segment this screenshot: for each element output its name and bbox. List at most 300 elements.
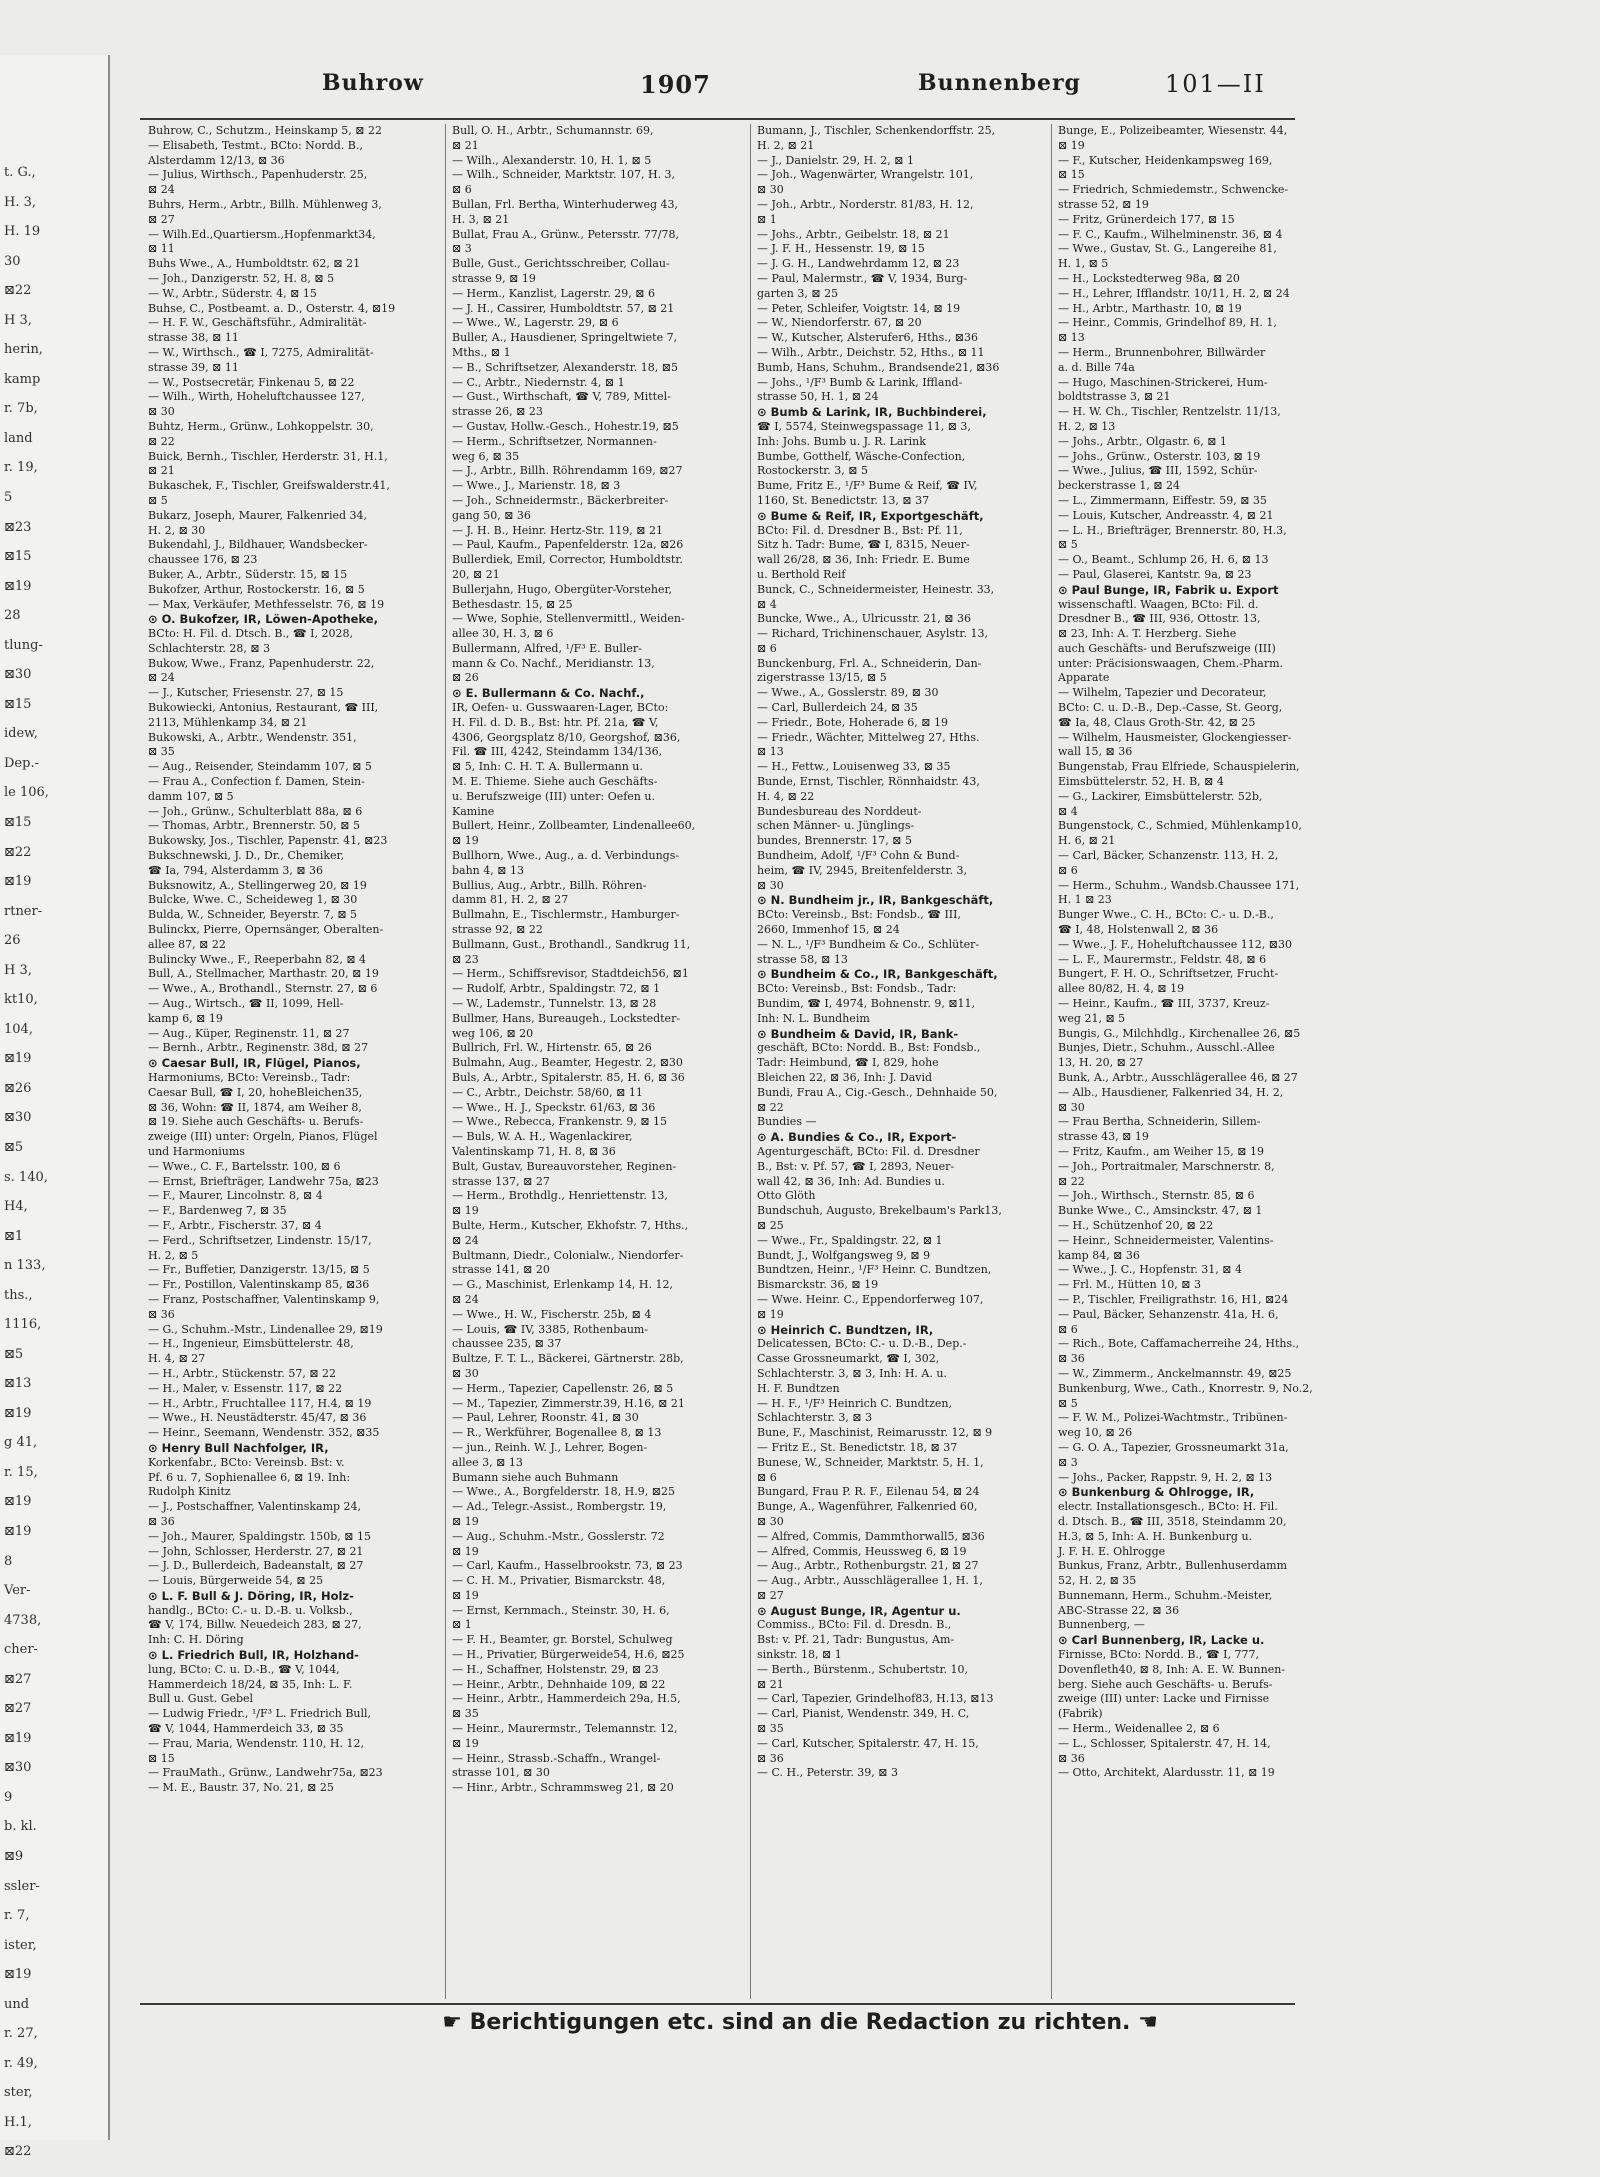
- directory-entry: — Alb., Hausdiener, Falkenried 34, H. 2,: [1058, 1085, 1284, 1099]
- directory-entry: — Paul, Kaufm., Papenfelderstr. 12a, ⊠26: [452, 538, 684, 552]
- directory-entry: ⊠ 24: [452, 1292, 479, 1306]
- directory-entry: — F. H., Beamter, gr. Borstel, Schulweg: [452, 1633, 673, 1647]
- directory-entry: H. 2, ⊠ 21: [757, 138, 815, 152]
- directory-entry: d. Dtsch. B., ☎ III, 3518, Steindamm 20,: [1058, 1514, 1287, 1528]
- directory-entry: — Heinr., Seemann, Wendenstr. 352, ⊠35: [148, 1426, 380, 1440]
- directory-entry: H. 4, ⊠ 27: [148, 1352, 206, 1366]
- margin-fragment: H.1,: [4, 2114, 32, 2130]
- directory-entry: Bunke Wwe., C., Amsinckstr. 47, ⊠ 1: [1058, 1204, 1263, 1218]
- pointing-hand-right-icon: ☛: [442, 2010, 462, 2035]
- directory-entry: — Ad., Telegr.-Assist., Rombergstr. 19,: [452, 1500, 667, 1514]
- directory-entry: Bunge, A., Wagenführer, Falkenried 60,: [757, 1500, 978, 1514]
- directory-entry: — H. F. W., Geschäftsführ., Admiralität-: [148, 316, 367, 330]
- directory-entry: — Heinr., Schneidermeister, Valentins-: [1058, 1233, 1274, 1247]
- directory-entry: Buhrow, C., Schutzm., Heinskamp 5, ⊠ 22: [148, 124, 382, 137]
- directory-entry: Rostockerstr. 3, ⊠ 5: [757, 464, 868, 478]
- directory-entry: — F., Arbtr., Fischerstr. 37, ⊠ 4: [148, 1218, 322, 1232]
- directory-entry: boldtstrasse 3, ⊠ 21: [1058, 390, 1171, 404]
- directory-entry: — B., Schriftsetzer, Alexanderstr. 18, ⊠5: [452, 360, 678, 374]
- directory-entry: — Rich., Bote, Caffamacherreihe 24, Hths.,: [1058, 1337, 1300, 1351]
- directory-entry: — C., Arbtr., Niedernstr. 4, ⊠ 1: [452, 375, 625, 389]
- directory-entry: Buller, A., Hausdiener, Springeltwiete 7,: [452, 331, 678, 345]
- directory-entry: ⊠ 22: [1058, 1174, 1085, 1188]
- directory-entry: — Friedr., Wächter, Mittelweg 27, Hths.: [757, 730, 980, 744]
- directory-entry: Bullerdiek, Emil, Corrector, Humboldtstr.: [452, 553, 683, 567]
- directory-entry: — Joh., Maurer, Spaldingstr. 150b, ⊠ 15: [148, 1529, 372, 1543]
- directory-entry: — Herm., Kanzlist, Lagerstr. 29, ⊠ 6: [452, 286, 656, 300]
- directory-entry: Buhrs, Herm., Arbtr., Billh. Mühlenweg 3,: [148, 197, 382, 211]
- margin-fragment: 9: [4, 1789, 13, 1805]
- directory-entry: bundes, Brennerstr. 17, ⊠ 5: [757, 834, 912, 848]
- directory-entry: — Wwe., A., Brothandl., Sternstr. 27, ⊠ 6: [148, 982, 378, 996]
- directory-entry: Buhtz, Herm., Grünw., Lohkoppelstr. 30,: [148, 419, 374, 433]
- directory-entry: — Wwe., A., Borgfelderstr. 18, H.9, ⊠25: [452, 1485, 675, 1499]
- header-rule: [140, 118, 1295, 120]
- directory-entry: ⊠ 36, Wohn: ☎ II, 1874, am Weiher 8,: [148, 1100, 362, 1114]
- directory-entry: Korkenfabr., BCto: Vereinsb. Bst: v.: [148, 1455, 345, 1469]
- directory-entry: Bullan, Frl. Bertha, Winterhuderweg 43,: [452, 197, 678, 211]
- margin-fragment: r. 7,: [4, 1908, 30, 1924]
- directory-entry: Bullhorn, Wwe., Aug., a. d. Verbindungs-: [452, 849, 680, 863]
- directory-entry: Bullmer, Hans, Bureaugeh., Lockstedter-: [452, 1011, 681, 1025]
- directory-entry: — Johs., Grünw., Osterstr. 103, ⊠ 19: [1058, 449, 1261, 463]
- directory-entry: Bulle, Gust., Gerichtsschreiber, Collau-: [452, 257, 670, 271]
- margin-fragment: b. kl.: [4, 1819, 37, 1835]
- directory-entry: 13, H. 20, ⊠ 27: [1058, 1056, 1144, 1070]
- directory-entry: — Hinr., Arbtr., Schrammsweg 21, ⊠ 20: [452, 1781, 674, 1795]
- margin-fragment: ⊠22: [4, 283, 32, 299]
- margin-fragment: ⊠27: [4, 1701, 32, 1717]
- directory-entry: u. Berufszweige (III) unter: Oefen u.: [452, 789, 655, 803]
- directory-entry: Sitz h. Tadr: Bume, ☎ I, 8315, Neuer-: [757, 538, 970, 552]
- directory-entry: — J. H., Cassirer, Humboldtstr. 57, ⊠ 21: [452, 301, 675, 315]
- directory-entry: ⊠ 5: [1058, 1396, 1078, 1410]
- directory-entry: — Wwe., H. W., Fischerstr. 25b, ⊠ 4: [452, 1307, 652, 1321]
- directory-entry: — Carl, Pianist, Wendenstr. 349, H. C,: [757, 1707, 970, 1721]
- margin-fragment: ⊠19: [4, 1405, 32, 1421]
- directory-entry: — Fritz, Kaufm., am Weiher 15, ⊠ 19: [1058, 1144, 1264, 1158]
- directory-entry: zweige (III) unter: Orgeln, Pianos, Flügel: [148, 1130, 378, 1144]
- directory-entry: — Johs., ¹/F³ Bumb & Larink, Iffland-: [757, 375, 963, 389]
- directory-entry: ⊠ 19: [452, 1514, 479, 1528]
- directory-entry: Bst: v. Pf. 21, Tadr: Bungustus, Am-: [757, 1633, 955, 1647]
- footer-rule: [140, 2003, 1295, 2005]
- directory-entry: — J. F. H., Hessenstr. 19, ⊠ 15: [757, 242, 925, 256]
- margin-fragment: und: [4, 1996, 30, 2012]
- directory-entry: — Thomas, Arbtr., Brennerstr. 50, ⊠ 5: [148, 819, 360, 833]
- directory-entry: — Wwe., A., Gosslerstr. 89, ⊠ 30: [757, 686, 939, 700]
- directory-entry: — Wwe. Heinr. C., Eppendorferweg 107,: [757, 1292, 984, 1306]
- directory-entry: ⊠ 25: [757, 1218, 784, 1232]
- directory-entry: Bungenstock, C., Schmied, Mühlenkamp10,: [1058, 819, 1302, 833]
- directory-entry: — M., Tapezier, Zimmerstr.39, H.16, ⊠ 21: [452, 1396, 685, 1410]
- directory-entry: — Frau Bertha, Schneiderin, Sillem-: [1058, 1115, 1261, 1129]
- directory-entry: — Rudolf, Arbtr., Spaldingstr. 72, ⊠ 1: [452, 982, 661, 996]
- directory-entry: Inh: N. L. Bundheim: [757, 1011, 870, 1025]
- directory-entry: gang 50, ⊠ 36: [452, 508, 531, 522]
- directory-entry: ⊙ Carl Bunnenberg, IR, Lacke u.: [1058, 1633, 1265, 1648]
- header-year: 1907: [640, 70, 711, 99]
- directory-entry: — Johs., Arbtr., Olgastr. 6, ⊠ 1: [1058, 434, 1227, 448]
- directory-entry: — Ferd., Schriftsetzer, Lindenstr. 15/17,: [148, 1233, 372, 1247]
- directory-entry: — Franz, Postschaffner, Valentinskamp 9,: [148, 1292, 380, 1306]
- directory-entry: — H., Schaffner, Holstenstr. 29, ⊠ 23: [452, 1662, 659, 1676]
- directory-entry: a. d. Bille 74a: [1058, 360, 1135, 374]
- directory-entry: Bukaschek, F., Tischler, Greifswalderstr.41,: [148, 479, 390, 493]
- directory-entry: ⊠ 30: [757, 878, 784, 892]
- directory-entry: — H., Lehrer, Ifflandstr. 10/11, H. 2, ⊠ 24: [1058, 286, 1290, 300]
- directory-entry: ⊠ 36: [148, 1514, 175, 1528]
- directory-entry: ☎ I, 5574, Steinwegspassage 11, ⊠ 3,: [757, 419, 971, 433]
- directory-entry: strasse 52, ⊠ 19: [1058, 197, 1149, 211]
- directory-entry: Bumann, J., Tischler, Schenkendorffstr. 25,: [757, 124, 996, 137]
- directory-entry: Bullmahn, E., Tischlermstr., Hamburger-: [452, 908, 680, 922]
- directory-entry: — Wwe., J., Marienstr. 18, ⊠ 3: [452, 479, 621, 493]
- directory-entry: unter: Präcisionswaagen, Chem.-Pharm.: [1058, 656, 1284, 670]
- directory-entry: ABC-Strasse 22, ⊠ 36: [1058, 1603, 1180, 1617]
- directory-entry: — Wwe., J. F., Hoheluftchaussee 112, ⊠30: [1058, 937, 1292, 951]
- directory-entry: — H., Maler, v. Essenstr. 117, ⊠ 22: [148, 1381, 343, 1395]
- directory-entry: Bullmann, Gust., Brothandl., Sandkrug 11,: [452, 937, 691, 951]
- directory-entry: — Carl, Bullerdeich 24, ⊠ 35: [757, 701, 918, 715]
- directory-entry: — Herm., Schriftsetzer, Normannen-: [452, 434, 657, 448]
- directory-entry: electr. Installationsgesch., BCto: H. Fil.: [1058, 1500, 1278, 1514]
- directory-entry: Bethesdastr. 15, ⊠ 25: [452, 597, 573, 611]
- directory-entry: — C. H., Peterstr. 39, ⊠ 3: [757, 1766, 899, 1780]
- directory-entry: ⊠ 24: [452, 1233, 479, 1247]
- directory-entry: bahn 4, ⊠ 13: [452, 863, 524, 877]
- directory-entry: Bultmann, Diedr., Colonialw., Niendorfer-: [452, 1248, 684, 1262]
- directory-entry: — Aug., Küper, Reginenstr. 11, ⊠ 27: [148, 1026, 350, 1040]
- directory-entry: — H., Arbtr., Fruchtallee 117, H.4, ⊠ 19: [148, 1396, 372, 1410]
- directory-entry: Bull, A., Stellmacher, Marthastr. 20, ⊠ 19: [148, 967, 379, 981]
- directory-entry: (Fabrik): [1058, 1707, 1103, 1721]
- page-number: 101—II: [1165, 70, 1266, 98]
- directory-entry: Bukschnewski, J. D., Dr., Chemiker,: [148, 849, 345, 863]
- directory-entry: ⊙ Bundheim & David, IR, Bank-: [757, 1026, 959, 1041]
- directory-entry: 52, H. 2, ⊠ 35: [1058, 1574, 1137, 1588]
- directory-entry: Bundim, ☎ I, 4974, Bohnenstr. 9, ⊠11,: [757, 997, 976, 1011]
- directory-entry: ⊠ 21: [148, 464, 175, 478]
- directory-entry: ⊠ 19: [757, 1307, 784, 1321]
- directory-entry: Bungis, G., Milchhdlg., Kirchenallee 26, ⊠5: [1058, 1026, 1301, 1040]
- directory-entry: ⊠ 30: [757, 183, 784, 197]
- directory-entry: strasse 9, ⊠ 19: [452, 271, 536, 285]
- directory-entry: ⊙ L. Friedrich Bull, IR, Holzhand-: [148, 1648, 359, 1663]
- directory-entry: ⊠ 19. Siehe auch Geschäfts- u. Berufs-: [148, 1115, 364, 1129]
- directory-entry: — Wilh.Ed.,Quartiersm.,Hopfenmarkt34,: [148, 227, 376, 241]
- directory-entry: Bulmahn, Aug., Beamter, Hegestr. 2, ⊠30: [452, 1056, 683, 1070]
- directory-entry: BCto: Fil. d. Dresdner B., Bst: Pf. 11,: [757, 523, 963, 537]
- directory-entry: — H., Lockstedterweg 98a, ⊠ 20: [1058, 271, 1240, 285]
- margin-fragment: ⊠19: [4, 1051, 32, 1067]
- directory-entry: Bult, Gustav, Bureauvorsteher, Reginen-: [452, 1159, 677, 1173]
- directory-entry: ☎ V, 174, Billw. Neuedeich 283, ⊠ 27,: [148, 1618, 362, 1632]
- directory-entry: — W., Postsecretär, Finkenau 5, ⊠ 22: [148, 375, 355, 389]
- directory-entry: ⊠ 30: [757, 1514, 784, 1528]
- directory-entry: — P., Tischler, Freiligrathstr. 16, H1, ⊠24: [1058, 1292, 1289, 1306]
- directory-entry: ⊠ 24: [148, 671, 175, 685]
- directory-entry: Inh: C. H. Döring: [148, 1633, 244, 1647]
- directory-entry: ⊠ 19: [452, 1588, 479, 1602]
- footer-notice: [390, 2010, 1210, 2035]
- directory-entry: — W., Wirthsch., ☎ I, 7275, Admiralität-: [148, 345, 374, 359]
- directory-entry: Bunck, C., Schneidermeister, Heinestr. 33,: [757, 582, 995, 596]
- directory-entry: ⊠ 13: [1058, 331, 1085, 345]
- directory-entry: — Herm., Brothdlg., Henriettenstr. 13,: [452, 1189, 668, 1203]
- directory-entry: beckerstrasse 1, ⊠ 24: [1058, 479, 1181, 493]
- directory-entry: — Herm., Schuhm., Wandsb.Chaussee 171,: [1058, 878, 1300, 892]
- directory-entry: Bunger Wwe., C. H., BCto: C.- u. D.-B.,: [1058, 908, 1274, 922]
- directory-entry: ⊠ 27: [757, 1588, 784, 1602]
- directory-entry: — Frau, Maria, Wendenstr. 110, H. 12,: [148, 1736, 364, 1750]
- directory-entry: Bunk, A., Arbtr., Ausschlägerallee 46, ⊠ 27: [1058, 1071, 1298, 1084]
- directory-entry: — Louis, ☎ IV, 3385, Rothenbaum-: [452, 1322, 649, 1336]
- directory-entry: ⊠ 35: [757, 1722, 784, 1736]
- directory-entry: H. 1 ⊠ 23: [1058, 893, 1112, 907]
- directory-entry: — Ludwig Friedr., ¹/F³ L. Friedrich Bull,: [148, 1707, 372, 1721]
- margin-fragment: r. 49,: [4, 2055, 38, 2071]
- directory-entry: Bunnenberg, —: [1058, 1618, 1145, 1632]
- directory-entry: — Wwe, Sophie, Stellenvermittl., Weiden-: [452, 612, 685, 626]
- directory-entry: — H., Privatier, Bürgerweide54, H.6, ⊠25: [452, 1648, 685, 1662]
- directory-entry: — L. F., Maurermstr., Feldstr. 48, ⊠ 6: [1058, 952, 1267, 966]
- directory-entry: Schlachterstr. 3, ⊠ 3: [757, 1411, 873, 1425]
- directory-entry: Valentinskamp 71, H. 8, ⊠ 36: [452, 1144, 616, 1158]
- directory-entry: mann & Co. Nachf., Meridianstr. 13,: [452, 656, 655, 670]
- directory-entry: damm 107, ⊠ 5: [148, 789, 234, 803]
- directory-entry: ⊠ 4: [757, 597, 777, 611]
- directory-entry: strasse 137, ⊠ 27: [452, 1174, 550, 1188]
- header-first-name: Buhrow: [322, 70, 424, 96]
- directory-entry: — Ernst, Kernmach., Steinstr. 30, H. 6,: [452, 1603, 670, 1617]
- directory-entry: — Buls, W. A. H., Wagenlackirer,: [452, 1130, 633, 1144]
- directory-entry: Delicatessen, BCto: C.- u. D.-B., Dep.-: [757, 1337, 967, 1351]
- directory-entry: H. 6, ⊠ 21: [1058, 834, 1116, 848]
- margin-fragment: land: [4, 430, 33, 446]
- directory-entry: — Wwe., Fr., Spaldingstr. 22, ⊠ 1: [757, 1233, 943, 1247]
- directory-entry: — H. F., ¹/F³ Heinrich C. Bundtzen,: [757, 1396, 952, 1410]
- directory-entry: — Alfred, Commis, Heussweg 6, ⊠ 19: [757, 1544, 967, 1558]
- directory-entry: weg 106, ⊠ 20: [452, 1026, 534, 1040]
- directory-entry: Buls, A., Arbtr., Spitalerstr. 85, H. 6, ⊠ 36: [452, 1071, 685, 1084]
- directory-entry: — Wilhelm, Hausmeister, Glockengiesser-: [1058, 730, 1292, 744]
- directory-entry: — H. W. Ch., Tischler, Rentzelstr. 11/13,: [1058, 405, 1281, 419]
- directory-entry: ⊙ Bundheim & Co., IR, Bankgeschäft,: [757, 967, 998, 982]
- margin-fragment: ⊠5: [4, 1139, 24, 1155]
- directory-entry: allee 80/82, H. 4, ⊠ 19: [1058, 982, 1185, 996]
- directory-entry: ⊙ Henry Bull Nachfolger, IR,: [148, 1440, 329, 1455]
- directory-entry: — Paul, Malermstr., ☎ V, 1934, Burg-: [757, 271, 968, 285]
- directory-entry: — F. C., Kaufm., Wilhelminenstr. 36, ⊠ 4: [1058, 227, 1283, 241]
- directory-entry: Bune, F., Maschinist, Reimarusstr. 12, ⊠ 9: [757, 1426, 993, 1440]
- directory-entry: allee 30, H. 3, ⊠ 6: [452, 627, 554, 641]
- directory-entry: Bumann siehe auch Buhmann: [452, 1470, 619, 1484]
- directory-entry: — H., Arbtr., Marthastr. 10, ⊠ 19: [1058, 301, 1242, 315]
- directory-entry: Harmoniums, BCto: Vereinsb., Tadr:: [148, 1071, 351, 1084]
- directory-entry: Fil. ☎ III, 4242, Steindamm 134/136,: [452, 745, 663, 759]
- margin-fragment: ⊠19: [4, 1967, 32, 1983]
- directory-entry: 20, ⊠ 21: [452, 567, 500, 581]
- directory-entry: zigerstrasse 13/15, ⊠ 5: [757, 671, 887, 685]
- margin-fragment: H4,: [4, 1199, 28, 1215]
- directory-entry: Bunkenburg, Wwe., Cath., Knorrestr. 9, No.2,: [1058, 1381, 1313, 1395]
- directory-entry: — J. D., Bullerdeich, Badeanstalt, ⊠ 27: [148, 1559, 364, 1573]
- directory-entry: — Friedr., Bote, Hoherade 6, ⊠ 19: [757, 715, 949, 729]
- margin-fragment: ⊠19: [4, 1494, 32, 1510]
- directory-entry: ⊠ 21: [452, 138, 479, 152]
- directory-entry: — Heinr., Kaufm., ☎ III, 3737, Kreuz-: [1058, 997, 1270, 1011]
- directory-entry: Buksnowitz, A., Stellingerweg 20, ⊠ 19: [148, 878, 367, 892]
- directory-entry: kamp 84, ⊠ 36: [1058, 1248, 1140, 1262]
- directory-entry: Bundies —: [757, 1115, 817, 1129]
- directory-entry: — Wwe., W., Lagerstr. 29, ⊠ 6: [452, 316, 619, 330]
- directory-entry: — Richard, Trichinenschauer, Asylstr. 13,: [757, 627, 988, 641]
- directory-entry: — Frl. M., Hütten 10, ⊠ 3: [1058, 1278, 1201, 1292]
- directory-entry: ⊠ 36: [148, 1307, 175, 1321]
- directory-entry: Schlachterstr. 3, ⊠ 3, Inh: H. A. u.: [757, 1366, 947, 1380]
- directory-entry: Bundt, J., Wolfgangsweg 9, ⊠ 9: [757, 1248, 931, 1262]
- directory-entry: Schlachterstr. 28, ⊠ 3: [148, 641, 271, 655]
- directory-entry: — Carl, Kaufm., Hasselbrookstr. 73, ⊠ 23: [452, 1559, 683, 1573]
- directory-entry: ⊠ 4: [1058, 804, 1078, 818]
- directory-entry: — Louis, Kutscher, Andreasstr. 4, ⊠ 21: [1058, 508, 1274, 522]
- directory-entry: ⊙ O. Bukofzer, IR, Löwen-Apotheke,: [148, 612, 378, 627]
- directory-entry: — Herm., Weidenallee 2, ⊠ 6: [1058, 1722, 1220, 1736]
- directory-entry: — F. W. M., Polizei-Wachtmstr., Tribünen-: [1058, 1411, 1288, 1425]
- margin-fragment: ⊠19: [4, 874, 32, 890]
- directory-entry: handlg., BCto: C.- u. D.-B. u. Volksb.,: [148, 1603, 353, 1617]
- directory-entry: Bunde, Ernst, Tischler, Rönnhaidstr. 43,: [757, 775, 980, 789]
- directory-entry: ⊠ 6: [757, 1470, 777, 1484]
- directory-entry: — L., Zimmermann, Eiffestr. 59, ⊠ 35: [1058, 493, 1267, 507]
- directory-entry: schen Männer- u. Jünglings-: [757, 819, 915, 833]
- directory-entry: — W., Niendorferstr. 67, ⊠ 20: [757, 316, 922, 330]
- directory-entry: Bulte, Herm., Kutscher, Ekhofstr. 7, Hths.,: [452, 1218, 689, 1232]
- directory-entry: lung, BCto: C. u. D.-B., ☎ V, 1044,: [148, 1662, 340, 1676]
- margin-fragment: idew,: [4, 726, 38, 742]
- margin-fragment: ⊠15: [4, 549, 32, 565]
- directory-entry: Pf. 6 u. 7, Sophienallee 6, ⊠ 19. Inh:: [148, 1470, 351, 1484]
- directory-entry: wall 15, ⊠ 36: [1058, 745, 1133, 759]
- directory-entry: ⊠ 15: [148, 1751, 175, 1765]
- directory-entry: — Max, Verkäufer, Methfesselstr. 76, ⊠ 19: [148, 597, 385, 611]
- directory-entry: ⊠ 3: [1058, 1455, 1078, 1469]
- directory-entry: kamp 6, ⊠ 19: [148, 1011, 223, 1025]
- directory-entry: — Paul, Glaserei, Kantstr. 9a, ⊠ 23: [1058, 567, 1252, 581]
- directory-entry: Commiss., BCto: Fil. d. Dresdn. B.,: [757, 1618, 952, 1632]
- directory-entry: — W., Kutscher, Alsterufer6, Hths., ⊠36: [757, 331, 978, 345]
- directory-entry: Bunckenburg, Frl. A., Schneiderin, Dan-: [757, 656, 982, 670]
- directory-entry: — Heinr., Arbtr., Dehnhaide 109, ⊠ 22: [452, 1677, 666, 1691]
- margin-fragment: ⊠13: [4, 1376, 32, 1392]
- directory-entry: allee 3, ⊠ 13: [452, 1455, 523, 1469]
- margin-fragment: ⊠22: [4, 2144, 32, 2160]
- margin-fragment: tlung-: [4, 637, 43, 653]
- directory-entry: 4306, Georgsplatz 8/10, Georgshof, ⊠36,: [452, 730, 681, 744]
- directory-entry: Dresdner B., ☎ III, 936, Ottostr. 13,: [1058, 612, 1261, 626]
- column-3: [757, 124, 1002, 1997]
- directory-entry: ⊠ 13: [757, 745, 784, 759]
- directory-entry: ⊠ 36: [757, 1751, 784, 1765]
- directory-entry: ⊠ 6: [757, 641, 777, 655]
- directory-entry: — J., Danielstr. 29, H. 2, ⊠ 1: [757, 153, 914, 167]
- directory-entry: — Herm., Schiffsrevisor, Stadtdeich56, ⊠1: [452, 967, 689, 981]
- directory-entry: — Carl, Tapezier, Grindelhof83, H.13, ⊠13: [757, 1692, 994, 1706]
- directory-entry: Bulcke, Wwe. C., Scheideweg 1, ⊠ 30: [148, 893, 358, 907]
- directory-entry: — John, Schlosser, Herderstr. 27, ⊠ 21: [148, 1544, 364, 1558]
- margin-fragment: 1116,: [4, 1317, 42, 1333]
- directory-entry: Buker, A., Arbtr., Süderstr. 15, ⊠ 15: [148, 567, 348, 581]
- directory-entry: — Johs., Packer, Rappstr. 9, H. 2, ⊠ 13: [1058, 1470, 1273, 1484]
- directory-entry: Bullermann, Alfred, ¹/F³ E. Buller-: [452, 641, 642, 655]
- directory-entry: — Paul, Lehrer, Roonstr. 41, ⊠ 30: [452, 1411, 639, 1425]
- directory-entry: Bundtzen, Heinr., ¹/F³ Heinr. C. Bundtzen,: [757, 1263, 992, 1277]
- margin-fragment: g 41,: [4, 1435, 38, 1451]
- directory-entry: — Heinr., Strassb.-Schaffn., Wrangel-: [452, 1751, 661, 1765]
- directory-entry: ⊠ 35: [148, 745, 175, 759]
- directory-entry: Kamine: [452, 804, 495, 818]
- directory-entry: ⊠ 22: [148, 434, 175, 448]
- directory-entry: ⊠ 35: [452, 1707, 479, 1721]
- directory-entry: ⊙ Bume & Reif, IR, Exportgeschäft,: [757, 508, 984, 523]
- directory-entry: Bulincky Wwe., F., Reeperbahn 82, ⊠ 4: [148, 952, 367, 966]
- directory-entry: — Bernh., Arbtr., Reginenstr. 38d, ⊠ 27: [148, 1041, 369, 1055]
- directory-entry: Bundesbureau des Norddeut-: [757, 804, 922, 818]
- directory-entry: 1160, St. Benedictstr. 13, ⊠ 37: [757, 493, 930, 507]
- directory-entry: weg 6, ⊠ 35: [452, 449, 520, 463]
- directory-entry: — Aug., Arbtr., Ausschlägerallee 1, H. 1,: [757, 1574, 983, 1588]
- directory-entry: ⊙ Bumb & Larink, IR, Buchbinderei,: [757, 405, 987, 420]
- directory-entry: — J., Kutscher, Friesenstr. 27, ⊠ 15: [148, 686, 344, 700]
- directory-entry: — Wilhelm, Tapezier und Decorateur,: [1058, 686, 1267, 700]
- margin-fragment: t. G.,: [4, 165, 36, 180]
- directory-entry: — Aug., Wirtsch., ☎ II, 1099, Hell-: [148, 997, 344, 1011]
- directory-entry: ⊠ 36: [1058, 1352, 1085, 1366]
- directory-entry: — Gust., Wirthschaft, ☎ V, 789, Mittel-: [452, 390, 671, 404]
- directory-entry: ⊠ 3: [452, 242, 472, 256]
- margin-fragment: r. 27,: [4, 2026, 38, 2042]
- margin-fragment: ⊠22: [4, 844, 32, 860]
- directory-entry: — W., Lademstr., Tunnelstr. 13, ⊠ 28: [452, 997, 657, 1011]
- directory-entry: BCto: H. Fil. d. Dtsch. B., ☎ I, 2028,: [148, 627, 353, 641]
- directory-entry: — Herm., Brunnenbohrer, Billwärder: [1058, 345, 1266, 359]
- directory-entry: ⊠ 19: [452, 1204, 479, 1218]
- directory-entry: Bullrich, Frl. W., Hirtenstr. 65, ⊠ 26: [452, 1041, 652, 1055]
- directory-entry: ⊙ A. Bundies & Co., IR, Export-: [757, 1130, 957, 1145]
- directory-entry: — J. G. H., Landwehrdamm 12, ⊠ 23: [757, 257, 960, 271]
- directory-entry: — Peter, Schleifer, Voigtstr. 14, ⊠ 19: [757, 301, 961, 315]
- margin-fragment: ths.,: [4, 1287, 33, 1303]
- directory-entry: — Berth., Bürstenm., Schubertstr. 10,: [757, 1662, 969, 1676]
- directory-entry: ⊠ 6: [1058, 863, 1078, 877]
- header-last-name: Bunnenberg: [918, 70, 1081, 96]
- directory-entry: ⊙ L. F. Bull & J. Döring, IR, Holz-: [148, 1588, 354, 1603]
- directory-entry: ⊙ E. Bullermann & Co. Nachf.,: [452, 686, 645, 701]
- directory-entry: — Heinr., Maurermstr., Telemannstr. 12,: [452, 1722, 678, 1736]
- directory-entry: — H., Fettw., Louisenweg 33, ⊠ 35: [757, 760, 951, 774]
- margin-fragment: kamp: [4, 371, 41, 387]
- directory-entry: ⊠ 19: [452, 1736, 479, 1750]
- directory-entry: ⊠ 30: [452, 1366, 479, 1380]
- directory-entry: und Harmoniums: [148, 1144, 245, 1158]
- margin-fragment: kt10,: [4, 992, 38, 1008]
- directory-entry: — Wilh., Arbtr., Deichstr. 52, Hths., ⊠ 11: [757, 345, 985, 359]
- margin-fragment: n 133,: [4, 1258, 46, 1274]
- directory-entry: — Wwe., Gustav, St. G., Langereihe 81,: [1058, 242, 1277, 256]
- directory-entry: — Carl, Kutscher, Spitalerstr. 47, H. 15,: [757, 1736, 979, 1750]
- directory-entry: u. Berthold Reif: [757, 567, 846, 581]
